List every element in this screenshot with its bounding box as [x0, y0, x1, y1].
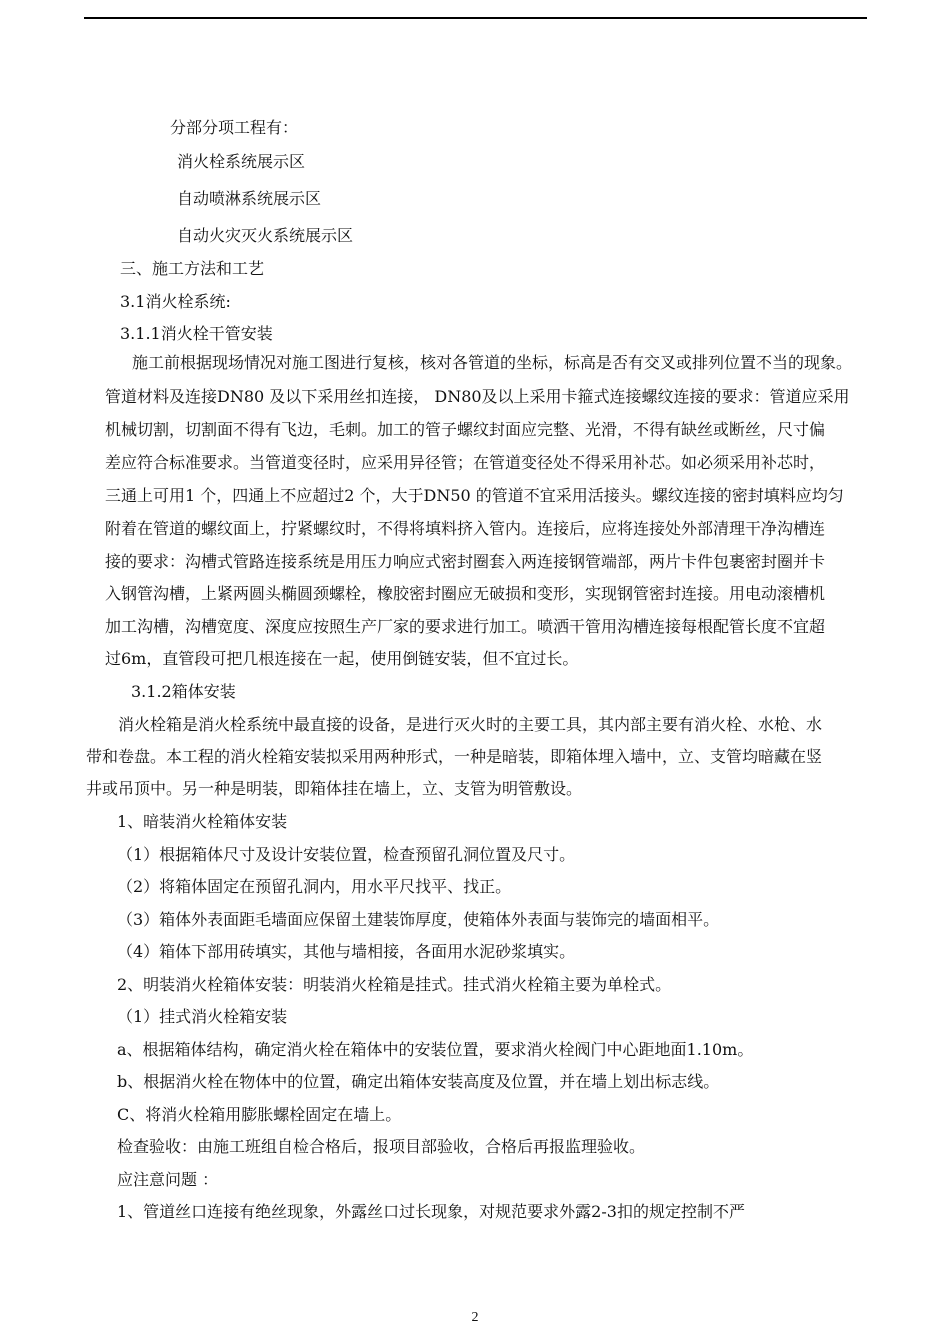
text-line: 分部分项工程有：: [170, 118, 299, 137]
paragraph-line: 接的要求：沟槽式管路连接系统是用压力响应式密封圈套入两连接钢管端部，两片卡件包裹密封圈并卡: [105, 552, 826, 571]
paragraph-line: 加工沟槽，沟槽宽度、深度应按照生产厂家的要求进行加工。喷洒干管用沟槽连接每根配管长度不宜超: [105, 617, 826, 636]
paragraph-line: 过6m，直管段可把几根连接在一起，使用倒链安装，但不宜过长。: [105, 649, 579, 668]
list-item: （4）箱体下部用砖填实，其他与墙相接，各面用水泥砂浆填实。: [117, 942, 576, 961]
page-number: 2: [471, 1310, 479, 1325]
text-line: 自动火灾灭火系统展示区: [177, 226, 354, 245]
subsection-heading: 3.1.2箱体安装: [131, 682, 236, 701]
paragraph-line: 井或吊顶中。另一种是明装，即箱体挂在墙上，立、支管为明管敷设。: [86, 779, 583, 798]
text-line: 自动喷淋系统展示区: [177, 189, 322, 208]
list-item: （1）根据箱体尺寸及设计安装位置，检查预留孔洞位置及尺寸。: [117, 845, 576, 864]
text-line: 消火栓系统展示区: [177, 152, 306, 171]
paragraph-line: 施工前根据现场情况对施工图进行复核，核对各管道的坐标，标高是否有交叉或排列位置不当的现象。: [132, 353, 853, 372]
paragraph-line: 应注意问题 ：: [117, 1170, 219, 1189]
paragraph-line: 机械切割，切割面不得有飞边，毛刺。加工的管子螺纹封面应完整、光滑，不得有缺丝或断丝，尺寸偏: [105, 420, 826, 439]
subsection-heading: 3.1.1消火栓干管安装: [120, 324, 273, 343]
list-item: a、根据箱体结构，确定消火栓在箱体中的安装位置，要求消火栓阀门中心距地面1.10m。: [117, 1040, 754, 1059]
paragraph-line: 检查验收：由施工班组自检合格后，报项目部验收，合格后再报监理验收。: [117, 1137, 646, 1156]
paragraph-line: 附着在管道的螺纹面上，拧紧螺纹时，不得将填料挤入管内。连接后，应将连接处外部清理干净沟槽连: [105, 519, 826, 538]
list-item: b、根据消火栓在物体中的位置，确定出箱体安装高度及位置，并在墙上划出标志线。: [117, 1072, 720, 1091]
paragraph-line: 消火栓箱是消火栓系统中最直接的设备，是进行灭火时的主要工具，其内部主要有消火栓、水枪、水: [118, 715, 823, 734]
paragraph-line: 带和卷盘。本工程的消火栓箱安装拟采用两种形式，一种是暗装，即箱体埋入墙中，立、支管均暗藏在竖: [86, 747, 823, 766]
paragraph-line: 管道材料及连接DN80 及以下采用丝扣连接， DN80及以上采用卡箍式连接螺纹连接的要求：管道应采用: [105, 387, 850, 406]
subsection-heading: 3.1消火栓系统:: [120, 292, 231, 311]
paragraph-line: 三通上可用1 个，四通上不应超过2 个，大于DN50 的管道不宜采用活接头。螺纹连接的密封填料应均匀: [105, 486, 844, 505]
list-item: （2）将箱体固定在预留孔洞内，用水平尺找平、找正。: [117, 877, 512, 896]
paragraph-line: 1、管道丝口连接有绝丝现象，外露丝口过长现象，对规范要求外露2-3扣的规定控制不严: [117, 1202, 745, 1221]
list-item: C、将消火栓箱用膨胀螺栓固定在墙上。: [117, 1105, 402, 1124]
list-heading: 1、暗装消火栓箱体安装: [117, 812, 288, 831]
section-heading: 三、施工方法和工艺: [120, 259, 265, 278]
paragraph-line: 入钢管沟槽，上紧两圆头椭圆颈螺栓，橡胶密封圈应无破损和变形，实现钢管密封连接。用电动滚槽机: [105, 584, 826, 603]
list-item: （3）箱体外表面距毛墙面应保留土建装饰厚度，使箱体外表面与装饰完的墙面相平。: [117, 910, 720, 929]
header-rule: [84, 17, 867, 19]
list-item: （1）挂式消火栓箱安装: [117, 1007, 288, 1026]
paragraph-line: 差应符合标准要求。当管道变径时，应采用异径管；在管道变径处不得采用补芯。如必须采用补芯时，: [105, 453, 826, 472]
list-heading: 2、明装消火栓箱体安装：明装消火栓箱是挂式。挂式消火栓箱主要为单栓式。: [117, 975, 672, 994]
